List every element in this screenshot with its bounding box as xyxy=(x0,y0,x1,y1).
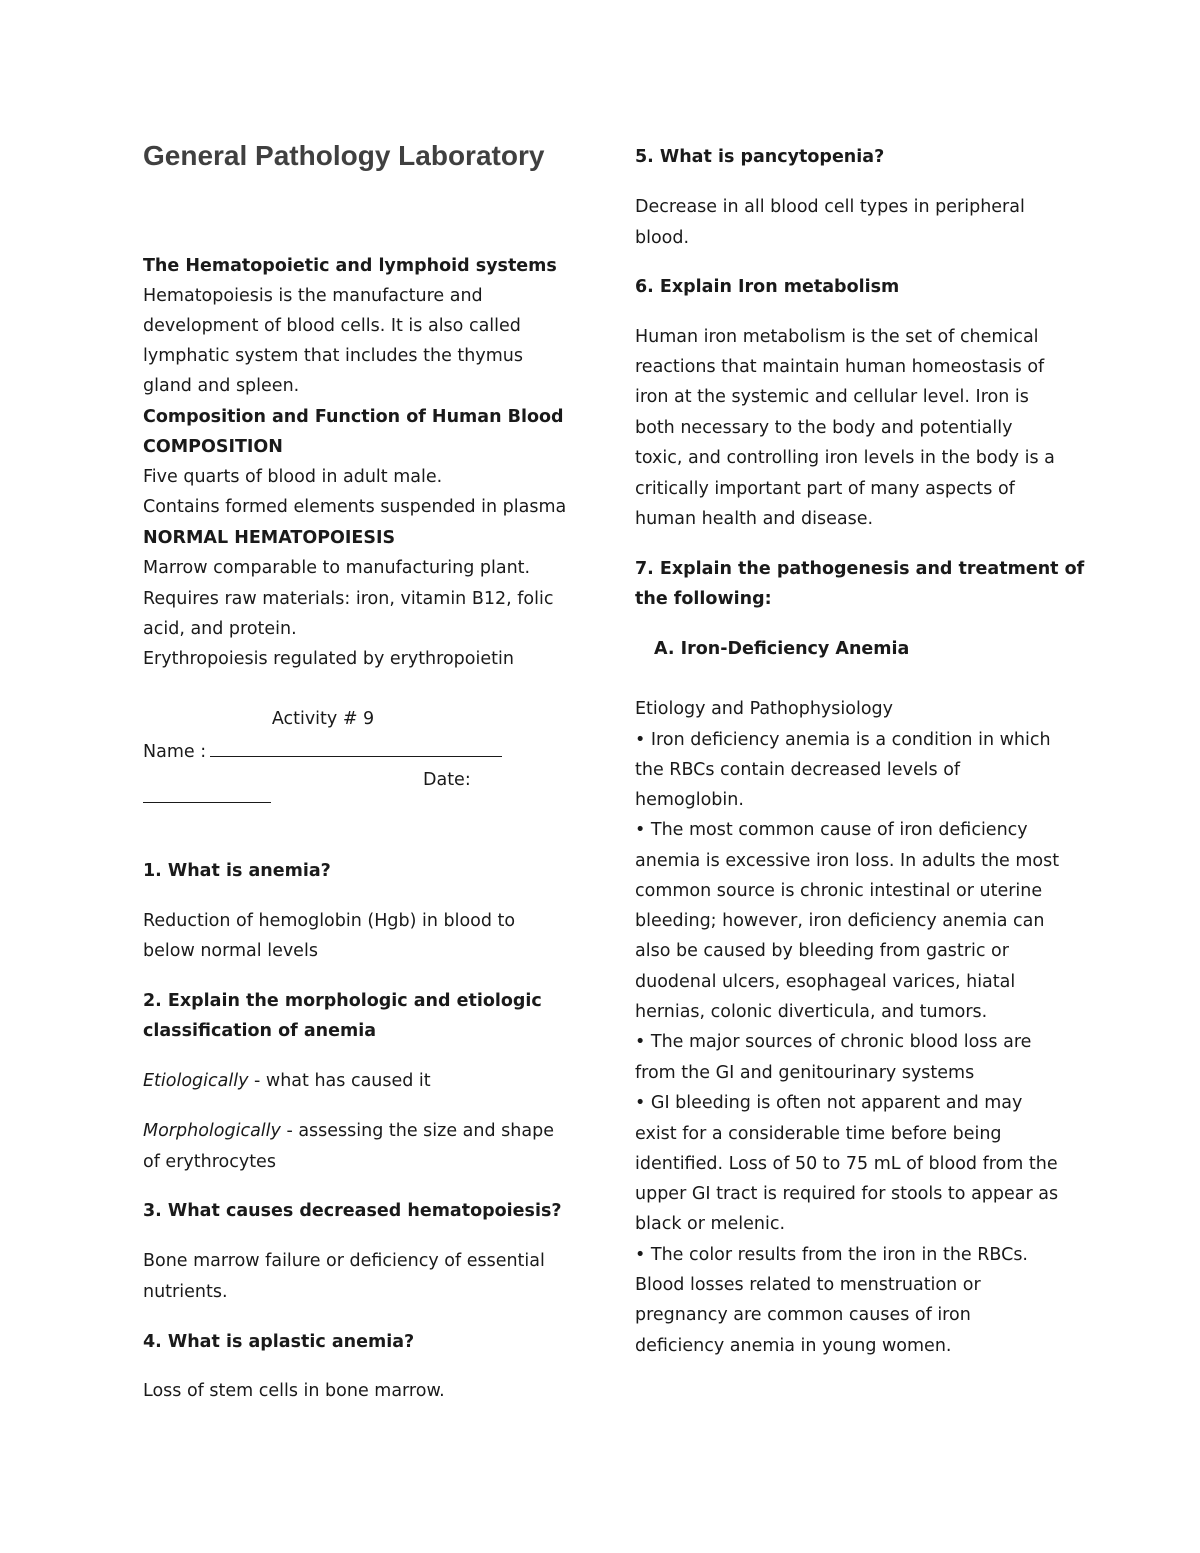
etiologically-definition: - what has caused it xyxy=(248,1071,431,1091)
question-6: 6. Explain Iron metabolism xyxy=(635,277,900,297)
composition-line: Five quarts of blood in adult male. xyxy=(143,467,443,487)
question-2-line: classification of anemia xyxy=(143,1021,377,1041)
answer-6-line: Human iron metabolism is the set of chemical xyxy=(635,327,1039,347)
etiology-line: duodenal ulcers, esophageal varices, hiatal xyxy=(635,972,1016,992)
etiology-line: Blood losses related to menstruation or xyxy=(635,1275,981,1295)
etiology-line: • The color results from the iron in the RBCs. xyxy=(635,1245,1028,1265)
intro-heading: The Hematopoietic and lymphoid systems xyxy=(143,256,557,276)
question-3: 3. What causes decreased hematopoiesis? xyxy=(143,1201,562,1221)
intro-line: lymphatic system that includes the thymus xyxy=(143,346,523,366)
answer-6-line: toxic, and controlling iron levels in the body is a xyxy=(635,448,1055,468)
etiology-line: from the GI and genitourinary systems xyxy=(635,1063,975,1083)
answer-6-line: iron at the systemic and cellular level. Iron is xyxy=(635,387,1029,407)
answer-3-line: Bone marrow failure or deficiency of essential xyxy=(143,1251,545,1271)
etiology-line: black or melenic. xyxy=(635,1214,786,1234)
normal-hematopoiesis-heading: NORMAL HEMATOPOIESIS xyxy=(143,528,396,548)
normal-line: Erythropoiesis regulated by erythropoietin xyxy=(143,649,514,669)
answer-6-line: critically important part of many aspects of xyxy=(635,479,1015,499)
question-7-line: 7. Explain the pathogenesis and treatment of xyxy=(635,559,1085,579)
activity-label: Activity # 9 xyxy=(271,709,375,729)
answer-2-morphologic xyxy=(143,1119,554,1143)
etiology-line: • The major sources of chronic blood loss are xyxy=(635,1032,1032,1052)
normal-line: acid, and protein. xyxy=(143,619,297,639)
answer-6-line: reactions that maintain human homeostasis of xyxy=(635,357,1045,377)
etiology-line: • The most common cause of iron deficiency xyxy=(635,820,1028,840)
etiology-line: • GI bleeding is often not apparent and may xyxy=(635,1093,1023,1113)
intro-line: development of blood cells. It is also called xyxy=(143,316,521,336)
composition-subheading: COMPOSITION xyxy=(143,437,283,457)
date-label: Date: xyxy=(423,770,471,790)
document-title: General Pathology Laboratory xyxy=(143,140,545,171)
name-row xyxy=(143,738,502,764)
answer-5-line: blood. xyxy=(635,228,690,248)
normal-line: Marrow comparable to manufacturing plant. xyxy=(143,558,531,578)
normal-line: Requires raw materials: iron, vitamin B12, folic xyxy=(143,589,554,609)
etiology-line: also be caused by bleeding from gastric or xyxy=(635,941,1009,961)
etiology-line: exist for a considerable time before being xyxy=(635,1124,1002,1144)
etiology-line: common source is chronic intestinal or uterine xyxy=(635,881,1043,901)
answer-6-line: human health and disease. xyxy=(635,509,874,529)
answer-2-etiologic xyxy=(143,1069,431,1093)
morphologically-term: Morphologically xyxy=(143,1121,281,1141)
question-1: 1. What is anemia? xyxy=(143,861,331,881)
answer-4: Loss of stem cells in bone marrow. xyxy=(143,1381,445,1401)
etiology-line: hemoglobin. xyxy=(635,790,744,810)
name-blank-line xyxy=(210,738,502,757)
question-7a: A. Iron-Deficiency Anemia xyxy=(654,639,910,659)
composition-line: Contains formed elements suspended in plasma xyxy=(143,497,567,517)
etiology-line: anemia is excessive iron loss. In adults the most xyxy=(635,851,1060,871)
etiology-line: the RBCs contain decreased levels of xyxy=(635,760,961,780)
name-label: Name : xyxy=(143,742,207,762)
etiology-line: identified. Loss of 50 to 75 mL of blood from the xyxy=(635,1154,1058,1174)
etiology-heading: Etiology and Pathophysiology xyxy=(635,699,893,719)
intro-line: gland and spleen. xyxy=(143,376,300,396)
etiology-line: deficiency anemia in young women. xyxy=(635,1336,952,1356)
answer-6-line: both necessary to the body and potentially xyxy=(635,418,1013,438)
etiology-line: bleeding; however, iron deficiency anemia can xyxy=(635,911,1045,931)
answer-1-line: Reduction of hemoglobin (Hgb) in blood to xyxy=(143,911,516,931)
date-blank-line xyxy=(143,802,271,803)
etiology-line: pregnancy are common causes of iron xyxy=(635,1305,971,1325)
etiology-line: • Iron deficiency anemia is a condition in which xyxy=(635,730,1051,750)
answer-5-line: Decrease in all blood cell types in peripheral xyxy=(635,197,1025,217)
answer-3-line: nutrients. xyxy=(143,1282,228,1302)
question-5: 5. What is pancytopenia? xyxy=(635,147,885,167)
etiology-line: hernias, colonic diverticula, and tumors. xyxy=(635,1002,988,1022)
answer-1-line: below normal levels xyxy=(143,941,318,961)
answer-2-line: of erythrocytes xyxy=(143,1152,276,1172)
etiology-line: upper GI tract is required for stools to appear as xyxy=(635,1184,1059,1204)
question-2-line: 2. Explain the morphologic and etiologic xyxy=(143,991,542,1011)
intro-line: Hematopoiesis is the manufacture and xyxy=(143,286,483,306)
question-7-line: the following: xyxy=(635,589,772,609)
question-4: 4. What is aplastic anemia? xyxy=(143,1332,415,1352)
etiologically-term: Etiologically xyxy=(143,1071,249,1091)
morphologically-definition: - assessing the size and shape xyxy=(280,1121,554,1141)
composition-heading: Composition and Function of Human Blood xyxy=(143,407,564,427)
